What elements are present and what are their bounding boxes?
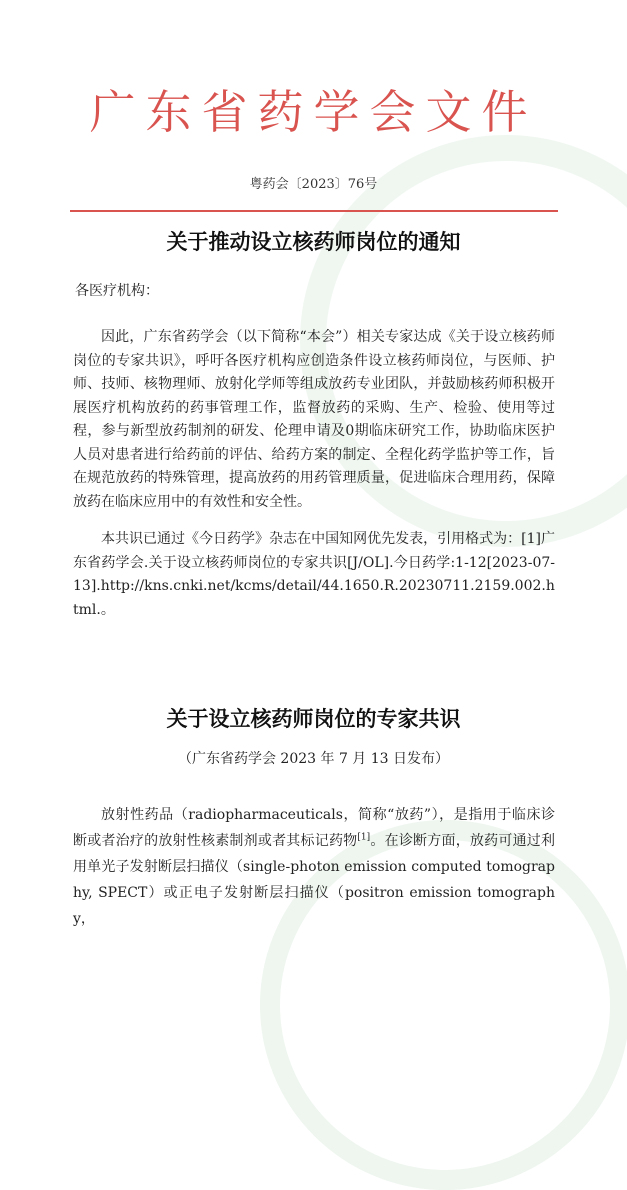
notice-paragraph-2: 本共识已通过《今日药学》杂志在中国知网优先发表，引用格式为：[1]广东省药学会.关于设立核药师岗位的专家共识[J/OL].今日药学:1-12[2023-07-13].http://kns.cnki.net/kcms/detail/44.1650.R.20230711.2159.002.html.。 [73,531,555,618]
document-header-title: 广东省药学会文件 [89,85,538,139]
notice-title: 关于推动设立核药师岗位的通知 [166,229,461,254]
body-text-part-1: 放射性药品（radiopharmaceuticals，简称“放药”），是指用于临床诊断或者治疗的放射性核素制剂或者其标记药物 [73,807,555,849]
recipient-line: 各医疗机构： [75,283,159,299]
document-number: 粤药会〔2023〕76号 [249,177,378,192]
notice-paragraph-1: 因此，广东省药学会（以下简称“本会”）相关专家达成《关于设立核药师岗位的专家共识》，呼吁各医疗机构应创造条件设立核药师岗位，与医师、护师、技师、核物理师、放射化学师等组成放药专业团队，并鼓励核药师积极开展医疗机构放药的药事管理工作，监督放药的采购、生产、检验、使用等过程，参与新型放药制剂的研发、伦理申请及0期临床研究工作，协助临床医护人员对患者进行给药前的评估、给药方案的制定、全程化药学监护等工作，旨在规范放药的特殊管理，提高放药的用药管理质量，促进临床合理用药，保障放药在临床应用中的有效性和安全性。 [73,329,555,510]
body-text-part-2: 。在诊断方面，放药可通过利用单光子发射断层扫描仪（single-photon emission computed tomography, SPECT）或正电子发射断层扫描仪（positron emission tomography， [73,833,556,927]
header-divider [70,210,558,212]
consensus-body-paragraph [73,802,555,932]
reference-marker: [1] [357,832,371,843]
consensus-title: 关于设立核药师岗位的专家共识 [166,706,461,731]
consensus-subtitle: （广东省药学会 2023 年 7 月 13 日发布） [177,751,450,767]
